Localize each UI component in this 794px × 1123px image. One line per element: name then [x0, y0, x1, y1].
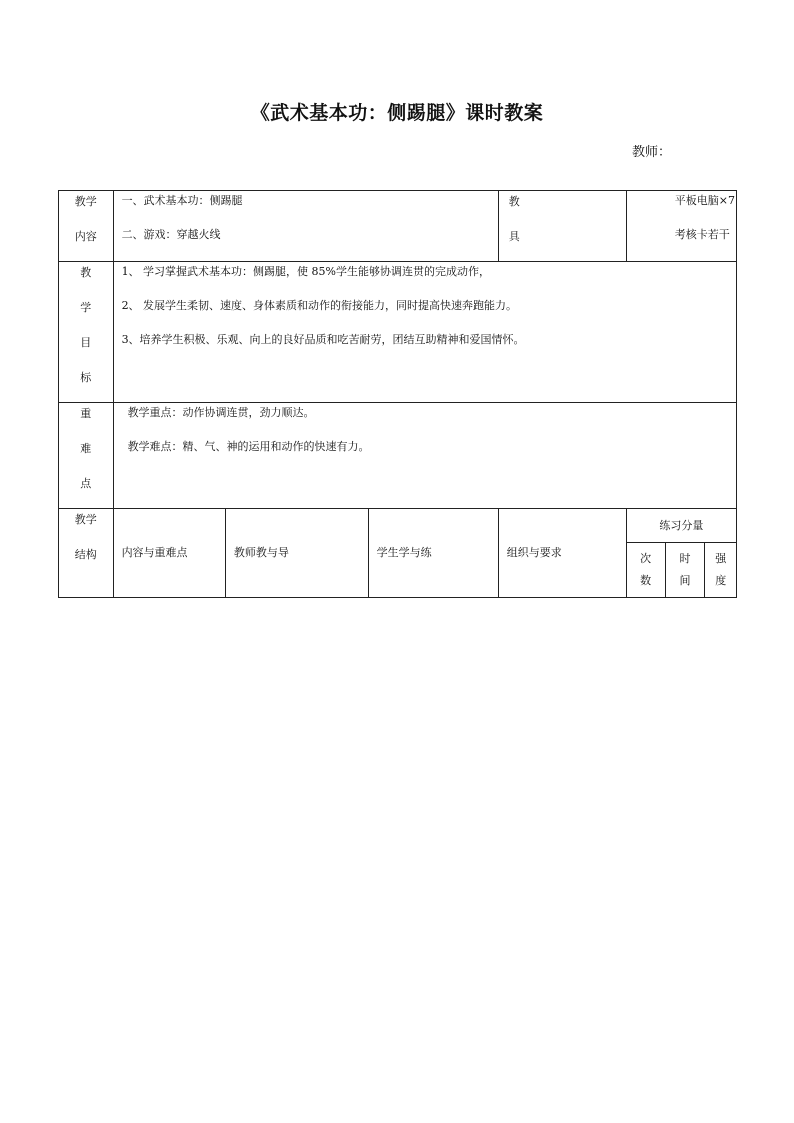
- count-header-line: 数: [640, 574, 652, 587]
- intensity-header-line: 强: [715, 552, 727, 565]
- col-content-header: 内容与重难点: [113, 509, 225, 598]
- structure-header-row: [59, 509, 737, 543]
- col-teacher-header: 教师教与导: [225, 509, 368, 598]
- content-label-cell: [59, 191, 114, 262]
- structure-label-line: 结构: [74, 548, 97, 561]
- key-points-label-line: 重: [80, 407, 92, 420]
- key-point-item: 教学重点：动作协调连贯，劲力顺达。: [127, 406, 315, 419]
- col-student-header: 学生学与练: [368, 509, 498, 598]
- page-title: 《武术基本功：侧踢腿》课时教案: [250, 102, 544, 124]
- count-header: [626, 543, 665, 598]
- goal-item: 2、 发展学生柔韧、速度、身体素质和动作的衔接能力，同时提高快速奔跑能力。: [121, 299, 518, 312]
- lesson-plan-table: [58, 190, 737, 598]
- structure-label-line: 教学: [74, 513, 97, 526]
- goals-label-line: 目: [80, 336, 92, 349]
- goals-label-line: 教: [80, 266, 92, 279]
- time-header-line: 时: [679, 552, 691, 565]
- key-points-label-line: 点: [80, 477, 92, 490]
- equipment-label-line: 教: [508, 195, 520, 208]
- teacher-label: 教师：: [632, 145, 672, 160]
- intensity-header: [705, 543, 737, 598]
- time-header-line: 间: [679, 574, 691, 587]
- content-item: 一、武术基本功：侧踢腿: [121, 194, 243, 207]
- goal-item: 3、培养学生积极、乐观、向上的良好品质和吃苦耐劳，团结互助精神和爱国情怀。: [121, 333, 525, 346]
- goals-label-cell: [59, 262, 114, 403]
- col-org-header: 组织与要求: [498, 509, 626, 598]
- structure-label-cell: [59, 509, 114, 598]
- key-points-label-line: 难: [80, 442, 92, 455]
- content-row: [59, 191, 737, 262]
- goals-label-line: 标: [80, 371, 92, 384]
- goals-label-line: 学: [80, 301, 92, 314]
- goals-row: [59, 262, 737, 403]
- intensity-header-line: 度: [715, 574, 727, 587]
- equipment-cell: [626, 191, 736, 262]
- content-items-cell: [113, 191, 498, 262]
- practice-header: 练习分量: [626, 509, 736, 543]
- equipment-item: 考核卡若干: [674, 228, 730, 241]
- key-points-label-cell: [59, 403, 114, 509]
- key-points-cell: [113, 403, 736, 509]
- time-header: [665, 543, 705, 598]
- equipment-label-cell: [498, 191, 626, 262]
- goals-cell: [113, 262, 736, 403]
- content-label-line: 教学: [74, 195, 97, 208]
- content-label-line: 内容: [74, 230, 97, 243]
- key-point-item: 教学难点：精、气、神的运用和动作的快速有力。: [127, 440, 370, 453]
- key-points-row: [59, 403, 737, 509]
- equipment-label-line: 具: [508, 230, 520, 243]
- content-item: 二、游戏：穿越火线: [121, 228, 221, 241]
- count-header-line: 次: [640, 552, 652, 565]
- goal-item: 1、 学习掌握武术基本功：侧踢腿，使 85%学生能够协调连贯的完成动作，: [121, 265, 491, 278]
- equipment-item: 平板电脑×7: [674, 194, 735, 207]
